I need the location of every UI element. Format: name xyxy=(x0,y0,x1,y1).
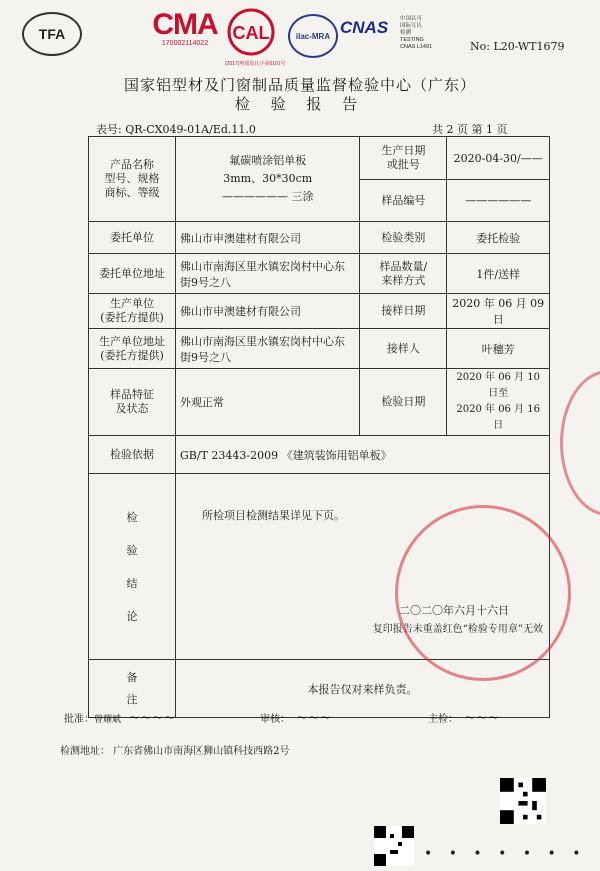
product-label: 产品名称 型号、规格 商标、等级 xyxy=(89,137,176,222)
product-name: 氟碳喷涂铝单板 xyxy=(229,154,307,167)
cnas-caption: 中国认可 国际互认 检测 TESTING CNAS L1491 xyxy=(400,16,433,50)
qr-code-large xyxy=(500,778,546,824)
feature-value: 外观正常 xyxy=(176,369,360,436)
receiver-value: 叶穗芳 xyxy=(447,329,550,369)
receiver-label: 接样人 xyxy=(360,329,447,369)
producer-value: 佛山市申澳建材有限公司 xyxy=(176,294,360,329)
cma-logo-text: CMA xyxy=(152,8,218,41)
review-signature: 审核： ~~~ xyxy=(260,710,332,726)
received-value: 2020 年 06 月 09 日 xyxy=(447,294,550,329)
qty-label: 样品数量/ 来样方式 xyxy=(360,254,447,294)
test-address: 检测地址： 广东省佛山市南海区狮山镇科技西路2号 xyxy=(60,746,290,757)
edge-stamp xyxy=(560,370,600,516)
conclusion-text: 所检项目检测结果详见下页。 xyxy=(202,509,345,522)
test-type-label: 检验类别 xyxy=(360,222,447,254)
report-number: No: L20-WT1679 xyxy=(470,40,565,53)
product-grade: —————— 三涂 xyxy=(221,190,314,203)
producer-addr-label: 生产单位地址 (委托方提供) xyxy=(89,329,176,369)
copy-note: 复印报告未重盖红色“检验专用章”无效 xyxy=(372,624,543,635)
page-count: 共 2 页 第 1 页 xyxy=(432,123,508,136)
product-spec: 3mm、30*30cm xyxy=(223,172,313,185)
prod-date-value: 2020-04-30/—— xyxy=(447,137,549,180)
inspection-stamp xyxy=(395,505,571,681)
report-subtitle: 检 验 报 告 xyxy=(234,95,366,113)
basis-value: GB/T 23443-2009 《建筑装饰用铝单板》 xyxy=(176,436,550,474)
received-label: 接样日期 xyxy=(360,294,447,329)
qty-value: 1件/送样 xyxy=(447,254,550,294)
remark-text: 本报告仅对来样负责。 xyxy=(176,660,550,718)
cma-logo xyxy=(150,10,220,47)
cnas-logo: CNAS xyxy=(340,18,389,37)
prod-date-sample-values xyxy=(447,137,550,222)
sample-no-label: 样品编号 xyxy=(381,193,426,207)
test-date-label: 检验日期 xyxy=(360,369,447,436)
report-title: 国家铝型材及门窗制品质量监督检验中心（广东） xyxy=(123,76,476,94)
cal-logo xyxy=(225,8,286,67)
test-type-value: 委托检验 xyxy=(447,222,550,254)
client-value: 佛山市申澳建材有限公司 xyxy=(176,222,360,254)
conclusion-label: 检 验 结 论 xyxy=(89,474,176,660)
product-info xyxy=(176,137,360,222)
client-addr-label: 委托单位地址 xyxy=(89,254,176,294)
qr-code-small xyxy=(374,826,414,866)
test-date-value: 2020 年 06 月 10 日至 2020 年 06 月 16 日 xyxy=(447,369,550,436)
feature-label: 样品特征 及状态 xyxy=(89,369,176,436)
producer-label: 生产单位 (委托方提供) xyxy=(89,294,176,329)
sample-no-value: —————— xyxy=(465,194,532,207)
prod-date-label: 生产日期 或批号 xyxy=(360,137,446,180)
approve-signature: 批准：曾耀斌 ~~~~ xyxy=(64,710,176,726)
prod-date-sample-labels xyxy=(360,137,447,222)
form-number: 表号: QR-CX049-01A/Ed.11.0 xyxy=(96,123,256,136)
conclusion-date: 二〇二〇年六月十六日 xyxy=(399,604,509,617)
cal-number: (2017)粤质监认字第0101号 xyxy=(225,61,286,67)
inspector-signature: 主检： ~~~ xyxy=(428,710,500,726)
remark-label: 备 注 xyxy=(89,660,176,718)
client-addr-value: 佛山市南海区里水镇宏岗村中心东街9号之八 xyxy=(176,254,360,294)
svg-text:CAL: CAL xyxy=(232,23,270,43)
basis-label: 检验依据 xyxy=(89,436,176,474)
tfa-logo: TFA xyxy=(22,12,82,56)
ilac-mra-logo: ilac-MRA xyxy=(288,14,338,58)
dot-row: • • • • • • • xyxy=(424,846,587,862)
client-label: 委托单位 xyxy=(89,222,176,254)
cma-number: 170002114022 xyxy=(161,40,209,47)
producer-addr-value: 佛山市南海区里水镇宏岗村中心东街9号之八 xyxy=(176,329,360,369)
